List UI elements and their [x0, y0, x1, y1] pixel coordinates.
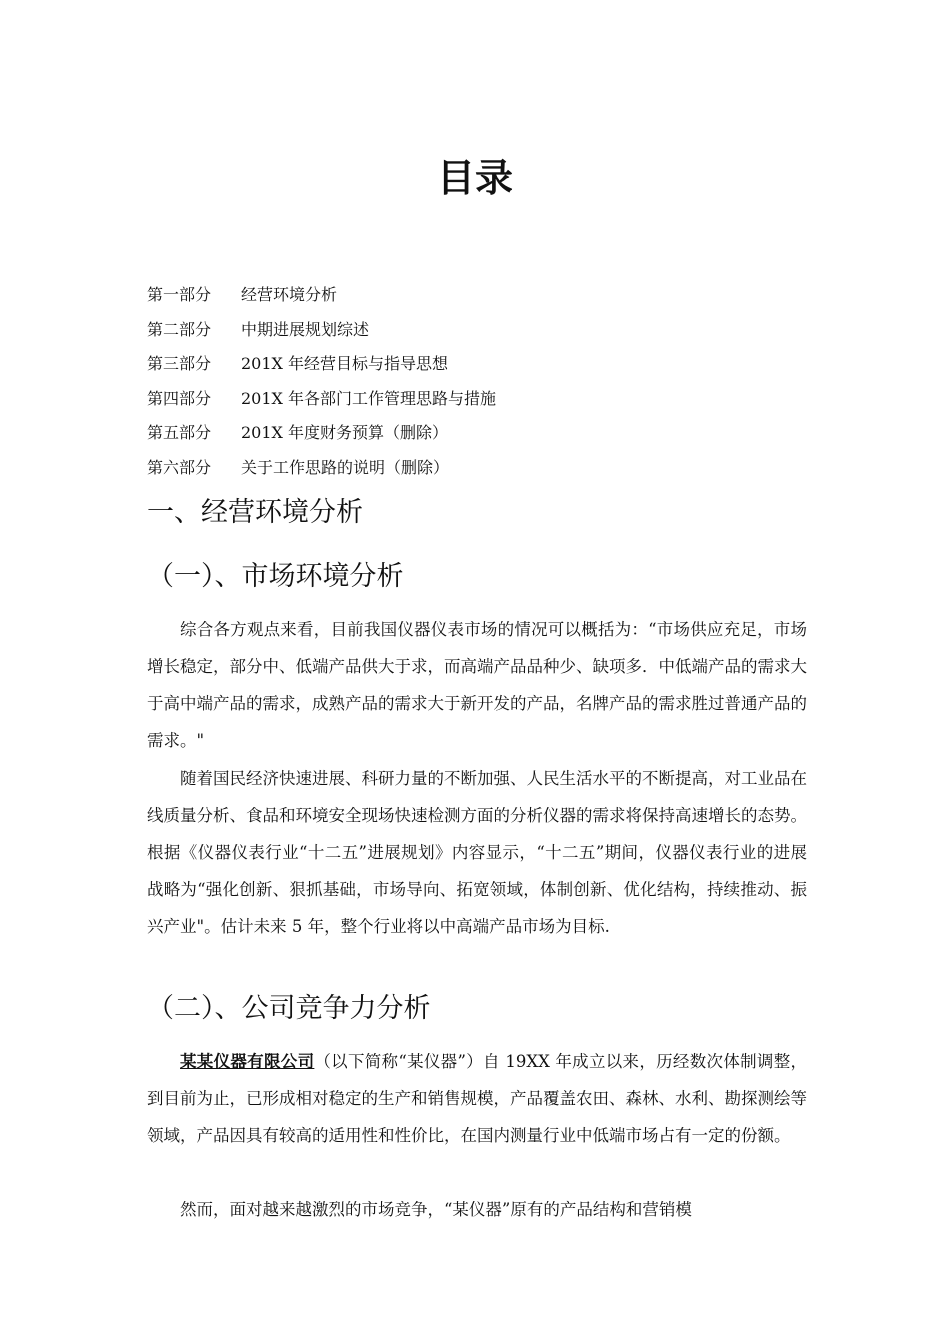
- toc-entry: [147, 278, 827, 313]
- paragraph-company-intro: [147, 1043, 807, 1154]
- toc-part-label: 第三部分: [147, 354, 212, 373]
- toc-entry-text: 中期进展规划综述: [241, 319, 370, 339]
- paragraph-company-intro-text: （以下简称“某仪器”）自 19XX 年成立以来，历经数次体制调整，到目前为止，已形成相对稳定的生产和销售规模，产品覆盖农田、森林、水利、勘探测绘等领域，产品因具有较高的适用性和性价比，在国内测量行业中低端市场占有一定的份额。: [147, 1052, 808, 1145]
- toc-entry-text: 经营环境分析: [241, 285, 338, 304]
- company-name: 某某仪器有限公司: [180, 1052, 315, 1071]
- section-heading: 一、经营环境分析: [147, 497, 363, 528]
- page-title: 目录: [436, 156, 513, 200]
- toc-entry-text: 201X 年度财务预算（删除）: [241, 423, 449, 442]
- paragraph-market-overview: 综合各方观点来看，目前我国仪器仪表市场的情况可以概括为：“市场供应充足，市场增长稳定，部分中、低端产品供大于求，而高端产品品种少、缺项多．中低端产品的需求大于高中端产品的需求，成熟产品的需求大于新开发的产品，名牌产品的需求胜过普通产品的需求。": [147, 620, 807, 750]
- paragraph-competition: 然而，面对越来越激烈的市场竞争，“某仪器”原有的产品结构和营销模: [180, 1200, 692, 1219]
- toc-entry: [147, 451, 827, 486]
- subsection-heading-competitiveness: （二）、公司竞争力分析: [147, 993, 431, 1024]
- toc-part-label: 第二部分: [147, 319, 212, 339]
- toc-entry-text: 201X 年经营目标与指导思想: [241, 354, 449, 373]
- toc-part-label: 第五部分: [147, 423, 212, 442]
- toc-entry-text: 关于工作思路的说明（删除）: [241, 457, 450, 477]
- table-of-contents: [147, 278, 827, 485]
- toc-part-label: 第六部分: [147, 457, 212, 477]
- toc-part-label: 第四部分: [147, 388, 212, 408]
- toc-entry-text: 201X 年各部门工作管理思路与措施: [241, 388, 497, 408]
- subsection-heading-market: （一）、市场环境分析: [147, 561, 404, 592]
- toc-entry: [147, 347, 827, 382]
- toc-entry: [147, 382, 827, 417]
- toc-entry: [147, 416, 827, 451]
- paragraph-market-growth: 随着国民经济快速进展、科研力量的不断加强、人民生活水平的不断提高，对工业品在线质量分析、食品和环境安全现场快速检测方面的分析仪器的需求将保持高速增长的态势。根据《仪器仪表行业“十二五”进展规划》内容显示，“十二五”期间，仪器仪表行业的进展战略为“强化创新、狠抓基础，市场导向、拓宽领域，体制创新、优化结构，持续推动、振兴产业"。估计未来 5 年，整个行业将以中高端产品市场为目标.: [147, 769, 807, 936]
- toc-part-label: 第一部分: [147, 285, 212, 304]
- toc-entry: [147, 313, 827, 348]
